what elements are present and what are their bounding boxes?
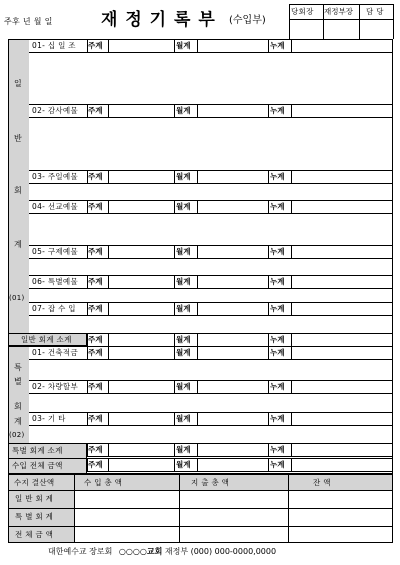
weekly-label: 주계: [88, 41, 103, 50]
weekly-label: 주계: [88, 460, 103, 469]
cumulative-label: 누계: [270, 348, 285, 357]
monthly-label: 월계: [176, 445, 191, 454]
settlement-row-label: 특 별 회 계: [15, 512, 54, 521]
monthly-label: 월계: [176, 414, 191, 423]
side-label: (02): [9, 431, 25, 439]
signature-cells[interactable]: [289, 19, 393, 39]
weekly-label: 주계: [88, 348, 103, 357]
amount-field[interactable]: [108, 104, 174, 117]
approval-label: 재정부장: [324, 7, 353, 16]
page-subtitle: (수입부): [229, 15, 266, 26]
item-detail-area[interactable]: [29, 117, 393, 129]
footer: [48, 548, 276, 556]
item-label: 04- 선교예물: [32, 202, 79, 211]
amount-field[interactable]: [108, 333, 174, 346]
amount-field[interactable]: [197, 170, 268, 183]
item-label: 06- 특별예물: [32, 277, 79, 286]
weekly-label: 주계: [88, 335, 103, 344]
monthly-label: 월계: [176, 106, 191, 115]
side-label: 회: [14, 402, 23, 411]
cumulative-label: 누계: [270, 460, 285, 469]
amount-field[interactable]: [291, 346, 393, 359]
weekly-label: 주계: [88, 445, 103, 454]
footer-church: ○○○○교회: [118, 547, 163, 556]
amount-field[interactable]: [108, 39, 174, 52]
footer-suffix: 재정부 (000) 000-0000,0000: [164, 547, 277, 556]
amount-field[interactable]: [197, 245, 268, 258]
cumulative-label: 누계: [270, 172, 285, 181]
amount-field[interactable]: [197, 443, 268, 456]
weekly-label: 주계: [88, 202, 103, 211]
side-label: 계: [14, 417, 23, 426]
amount-field[interactable]: [197, 333, 268, 346]
weekly-label: 주계: [88, 172, 103, 181]
item-detail-area[interactable]: [29, 359, 393, 371]
monthly-label: 월계: [176, 277, 191, 286]
monthly-label: 월계: [176, 335, 191, 344]
footer-prefix: 대한예수교 장로회: [48, 547, 113, 556]
cumulative-label: 누계: [270, 202, 285, 211]
income-total-label: 수입 전체 금액: [12, 461, 63, 470]
amount-field[interactable]: [291, 412, 393, 425]
amount-field[interactable]: [291, 104, 393, 117]
amount-field[interactable]: [108, 275, 174, 288]
side-label: 별: [14, 377, 23, 386]
item-label: 01- 건축적금: [32, 348, 79, 357]
item-detail-area[interactable]: [29, 52, 393, 64]
cumulative-label: 누계: [270, 445, 285, 454]
side-label: 반: [14, 134, 23, 143]
weekly-label: 주계: [88, 304, 103, 313]
weekly-label: 주계: [88, 106, 103, 115]
amount-field[interactable]: [197, 39, 268, 52]
amount-field[interactable]: [291, 245, 393, 258]
monthly-label: 월계: [176, 172, 191, 181]
monthly-label: 월계: [176, 348, 191, 357]
item-detail-area[interactable]: [29, 183, 393, 195]
amount-field[interactable]: [197, 200, 268, 213]
cumulative-label: 누계: [270, 304, 285, 313]
cumulative-label: 누계: [270, 41, 285, 50]
amount-field[interactable]: [108, 346, 174, 359]
amount-field[interactable]: [197, 302, 268, 315]
cumulative-label: 누계: [270, 106, 285, 115]
amount-field[interactable]: [291, 302, 393, 315]
cumulative-label: 누계: [270, 382, 285, 391]
settlement-header-income: 수 입 총 액: [84, 478, 123, 487]
side-label: 회: [14, 186, 23, 195]
settlement-row-label: 일 반 회 계: [15, 494, 54, 503]
amount-field[interactable]: [197, 380, 268, 393]
amount-field[interactable]: [291, 200, 393, 213]
settlement-row-label: 전 체 금 액: [15, 530, 54, 539]
amount-field[interactable]: [197, 346, 268, 359]
weekly-label: 주계: [88, 414, 103, 423]
amount-field[interactable]: [291, 170, 393, 183]
item-detail-area[interactable]: [29, 288, 393, 300]
monthly-label: 월계: [176, 382, 191, 391]
monthly-label: 월계: [176, 41, 191, 50]
amount-field[interactable]: [108, 302, 174, 315]
amount-field[interactable]: [108, 170, 174, 183]
monthly-label: 월계: [176, 202, 191, 211]
settlement-header-expense: 지 출 총 액: [191, 478, 230, 487]
amount-field[interactable]: [291, 275, 393, 288]
item-label: 07- 잡 수 입: [32, 304, 76, 313]
item-label: 02- 차량할부: [32, 382, 79, 391]
special-subtotal-label: 특별 회계 소계: [12, 446, 63, 455]
weekly-label: 주계: [88, 247, 103, 256]
amount-field[interactable]: [108, 458, 174, 471]
page-title: 재 정 기 록 부: [101, 10, 216, 30]
amount-field[interactable]: [197, 275, 268, 288]
item-label: 03- 주일예물: [32, 172, 79, 181]
side-label: 특: [14, 363, 23, 372]
amount-field[interactable]: [108, 412, 174, 425]
weekly-label: 주계: [88, 277, 103, 286]
settlement-header-balance: 잔 액: [313, 478, 331, 487]
monthly-label: 월계: [176, 304, 191, 313]
monthly-label: 월계: [176, 460, 191, 469]
amount-field[interactable]: [291, 380, 393, 393]
amount-field[interactable]: [108, 443, 174, 456]
approval-label: 담 당: [366, 7, 384, 16]
amount-field[interactable]: [108, 380, 174, 393]
approval-label: 당회장: [291, 7, 314, 16]
side-label: (01): [9, 294, 25, 302]
item-detail-area[interactable]: [29, 425, 393, 437]
item-label: 05- 구제예물: [32, 247, 79, 256]
cumulative-label: 누계: [270, 335, 285, 344]
item-label: 01- 십 일 조: [32, 41, 76, 50]
item-label: 02- 감사예물: [32, 106, 79, 115]
general-subtotal-label: 일반 회계 소계: [21, 335, 72, 344]
item-detail-area[interactable]: [29, 315, 393, 327]
cumulative-label: 누계: [270, 247, 285, 256]
date-label: 주후 년 월 일: [4, 17, 53, 26]
amount-field[interactable]: [291, 458, 393, 471]
amount-field[interactable]: [108, 200, 174, 213]
cumulative-label: 누계: [270, 277, 285, 286]
weekly-label: 주계: [88, 382, 103, 391]
item-label: 03- 기 타: [32, 414, 66, 423]
item-detail-area[interactable]: [29, 393, 393, 405]
cumulative-label: 누계: [270, 414, 285, 423]
amount-field[interactable]: [108, 245, 174, 258]
amount-field[interactable]: [291, 443, 393, 456]
amount-field[interactable]: [291, 333, 393, 346]
amount-field[interactable]: [197, 104, 268, 117]
amount-field[interactable]: [197, 458, 268, 471]
amount-field[interactable]: [197, 412, 268, 425]
side-label: 일: [14, 79, 23, 88]
monthly-label: 월계: [176, 247, 191, 256]
side-label: 계: [14, 240, 23, 249]
settlement-header-label: 수지 결산액: [14, 478, 55, 487]
item-detail-area[interactable]: [29, 213, 393, 225]
item-detail-area[interactable]: [29, 258, 393, 270]
amount-field[interactable]: [291, 39, 393, 52]
